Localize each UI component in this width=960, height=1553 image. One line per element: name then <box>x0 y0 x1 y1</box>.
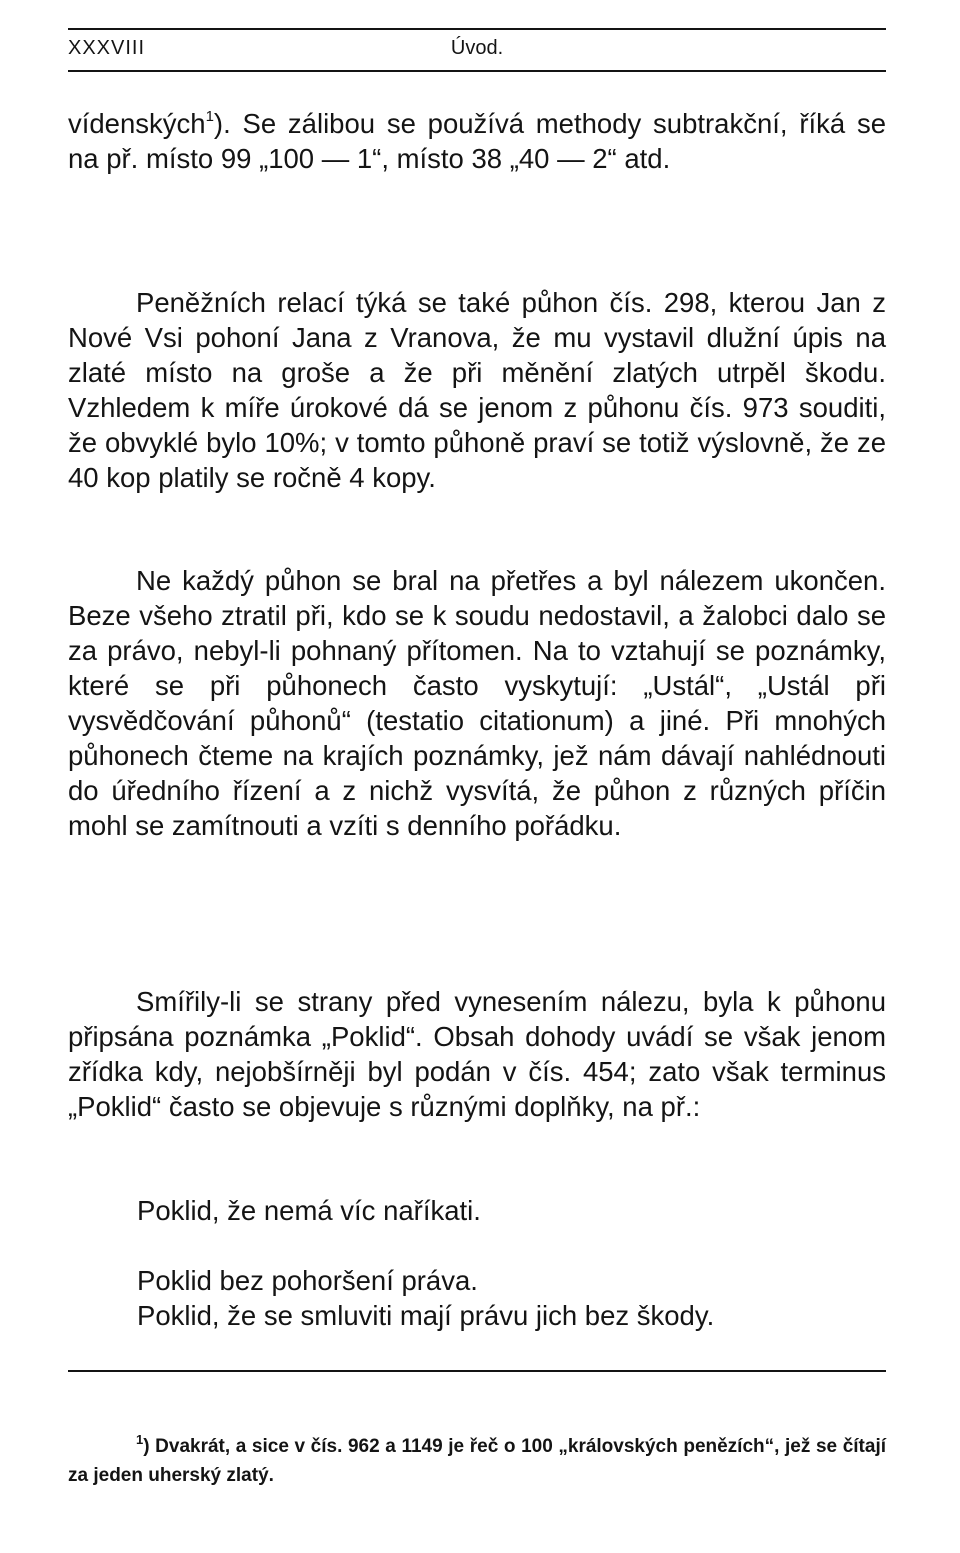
paragraph-text-start: vídenských <box>68 108 206 139</box>
example-block-1 <box>137 1193 481 1228</box>
paragraph-continuation <box>68 106 886 176</box>
footnote-text: ) Dvakrát, a sice v čís. 962 a 1149 je řeč o 100 „královských penězích“, jež se čítají za jeden uherský zlatý. <box>68 1436 886 1486</box>
footnote <box>68 1432 886 1490</box>
paragraph-text-end: ). Se zálibou se používá methody subtrakční, říká se na př. místo 99 „100 — 1“, místo 38 „40 — 2“ atd. <box>68 108 886 174</box>
running-title: Úvod. <box>450 37 504 59</box>
example-block-2 <box>137 1263 714 1333</box>
example-line: Poklid, že nemá víc naříkati. <box>137 1195 481 1226</box>
paragraph-monetary-relations <box>68 285 886 495</box>
example-line: Poklid bez pohoršení práva. <box>137 1265 478 1296</box>
paragraph-text: Smířily-li se strany před vynesením nálezu, byla k půhonu připsána poznámka „Poklid“. Obsah dohody uvádí se však jenom zřídka kdy, nejobšírněji byl podán v čís. 454; zato však terminus „Poklid“ často se objevuje s různými doplňky, na př.: <box>68 986 886 1122</box>
footnote-reference: 1 <box>205 108 214 125</box>
example-line: Poklid, že se smluviti mají právu jich bez škody. <box>137 1300 715 1331</box>
running-header <box>68 28 886 72</box>
page-number: XXXVIII <box>68 37 146 59</box>
paragraph-text: Peněžních relací týká se také půhon čís. 298, kterou Jan z Nové Vsi pohoní Jana z Vranova, že mu vystavil dlužní úpis na zlaté místo na groše a že při měnění zlatých utrpěl škodu. Vzhledem k míře úrokové dá se jenom z půhonu čís. 973 souditi, že obvyklé bylo 10%; v tomto půhoně praví se totiž výslovně, že ze 40 kop platily se ročně 4 kopy. <box>68 287 886 493</box>
paragraph-summons <box>68 563 886 843</box>
paragraph-settlement <box>68 984 886 1124</box>
paragraph-text: Ne každý půhon se bral na přetřes a byl nálezem ukončen. Beze všeho ztratil při, kdo se k soudu nedostavil, a žalobci dalo se za právo, nebyl-li pohnaný přítomen. Na to vztahují se poznámky, které se při půhonech často vyskytují: „Ustál“, „Ustál při vysvědčování půhonů“ (testatio citationum) a jiné. Při mnohých půhonech čteme na krajích poznámky, jež nám dávají nahlédnouti do úředního řízení a z nichž vysvítá, že půhon z různých příčin mohl se zamítnouti a vzíti s denního pořádku. <box>68 565 886 841</box>
footnote-mark: 1 <box>136 1432 144 1447</box>
footnote-separator <box>68 1370 886 1372</box>
